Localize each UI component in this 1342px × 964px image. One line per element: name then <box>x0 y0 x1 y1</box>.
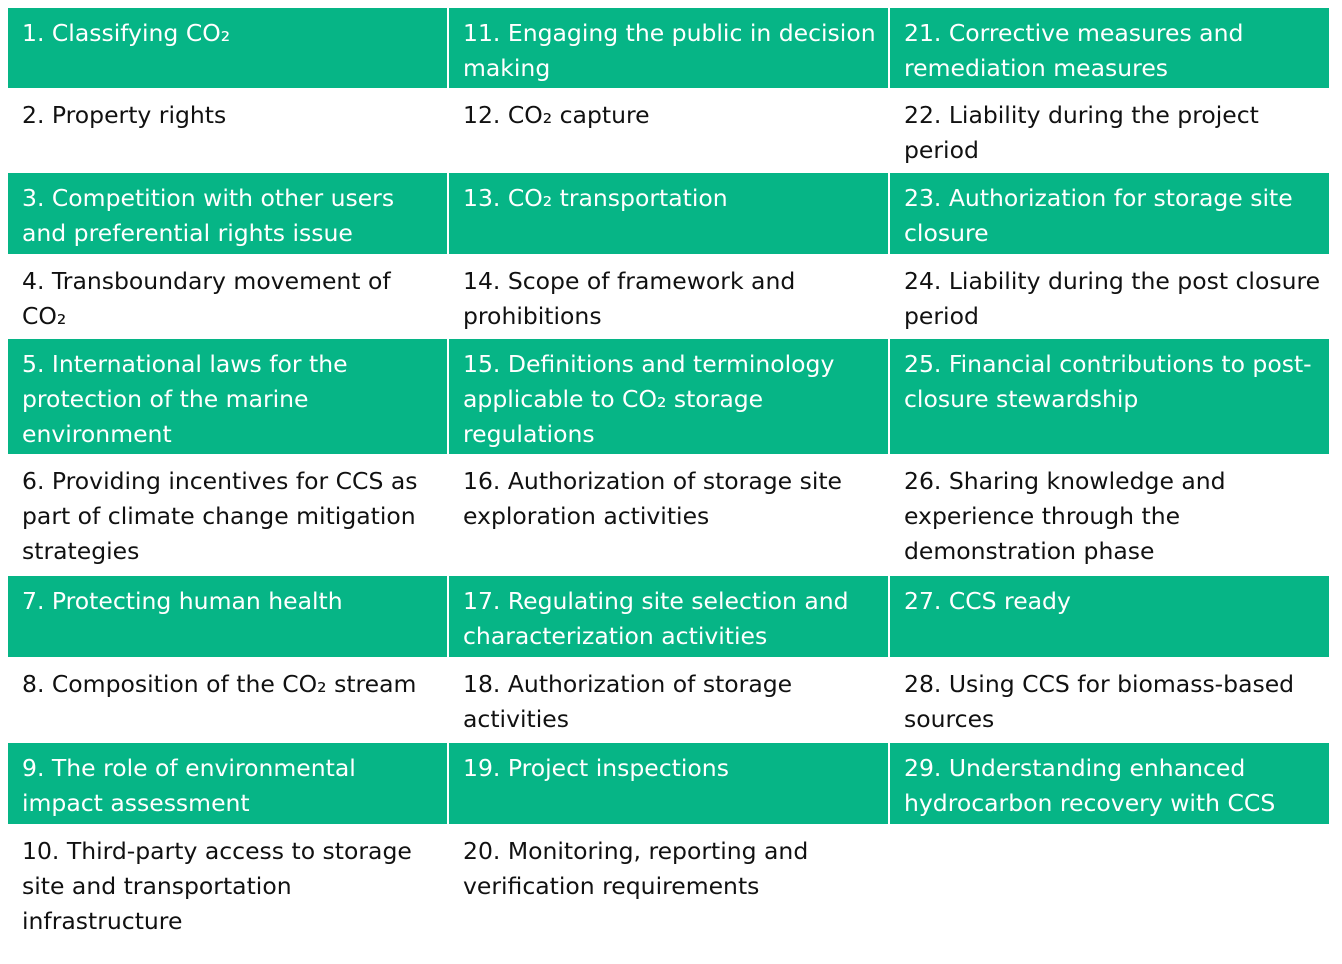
table-cell: 8. Composition of the CO₂ stream <box>8 659 447 741</box>
table-cell: 17. Regulating site selection and characterization activities <box>449 576 888 657</box>
table-cell: 11. Engaging the public in decision making <box>449 8 888 88</box>
table-cell: 5. International laws for the protection of the marine environment <box>8 339 447 454</box>
table-cell: 20. Monitoring, reporting and verification requirements <box>449 826 888 941</box>
table-cell: 2. Property rights <box>8 90 447 171</box>
table-cell: 23. Authorization for storage site closure <box>890 173 1329 254</box>
table-cell: 21. Corrective measures and remediation measures <box>890 8 1329 88</box>
table-cell: 26. Sharing knowledge and experience through the demonstration phase <box>890 456 1329 574</box>
table-cell: 15. Definitions and terminology applicable to CO₂ storage regulations <box>449 339 888 454</box>
table-cell: 12. CO₂ capture <box>449 90 888 171</box>
table-cell: 14. Scope of framework and prohibitions <box>449 256 888 337</box>
table-cell: 10. Third-party access to storage site and transportation infrastructure <box>8 826 447 941</box>
table-cell: 6. Providing incentives for CCS as part of climate change mitigation strategies <box>8 456 447 574</box>
table-cell: 9. The role of environmental impact assessment <box>8 743 447 824</box>
table-cell-empty <box>890 826 1329 941</box>
regulatory-issues-table <box>8 8 1329 941</box>
table-cell: 16. Authorization of storage site exploration activities <box>449 456 888 574</box>
table-cell: 7. Protecting human health <box>8 576 447 657</box>
table-cell: 22. Liability during the project period <box>890 90 1329 171</box>
table-cell: 4. Transboundary movement of CO₂ <box>8 256 447 337</box>
table-cell: 27. CCS ready <box>890 576 1329 657</box>
table-cell: 13. CO₂ transportation <box>449 173 888 254</box>
table-cell: 25. Financial contributions to post-closure stewardship <box>890 339 1329 454</box>
table-cell: 29. Understanding enhanced hydrocarbon recovery with CCS <box>890 743 1329 824</box>
table-cell: 1. Classifying CO₂ <box>8 8 447 88</box>
table-cell: 19. Project inspections <box>449 743 888 824</box>
table-cell: 24. Liability during the post closure period <box>890 256 1329 337</box>
table-cell: 3. Competition with other users and preferential rights issue <box>8 173 447 254</box>
table-cell: 18. Authorization of storage activities <box>449 659 888 741</box>
table-cell: 28. Using CCS for biomass-based sources <box>890 659 1329 741</box>
